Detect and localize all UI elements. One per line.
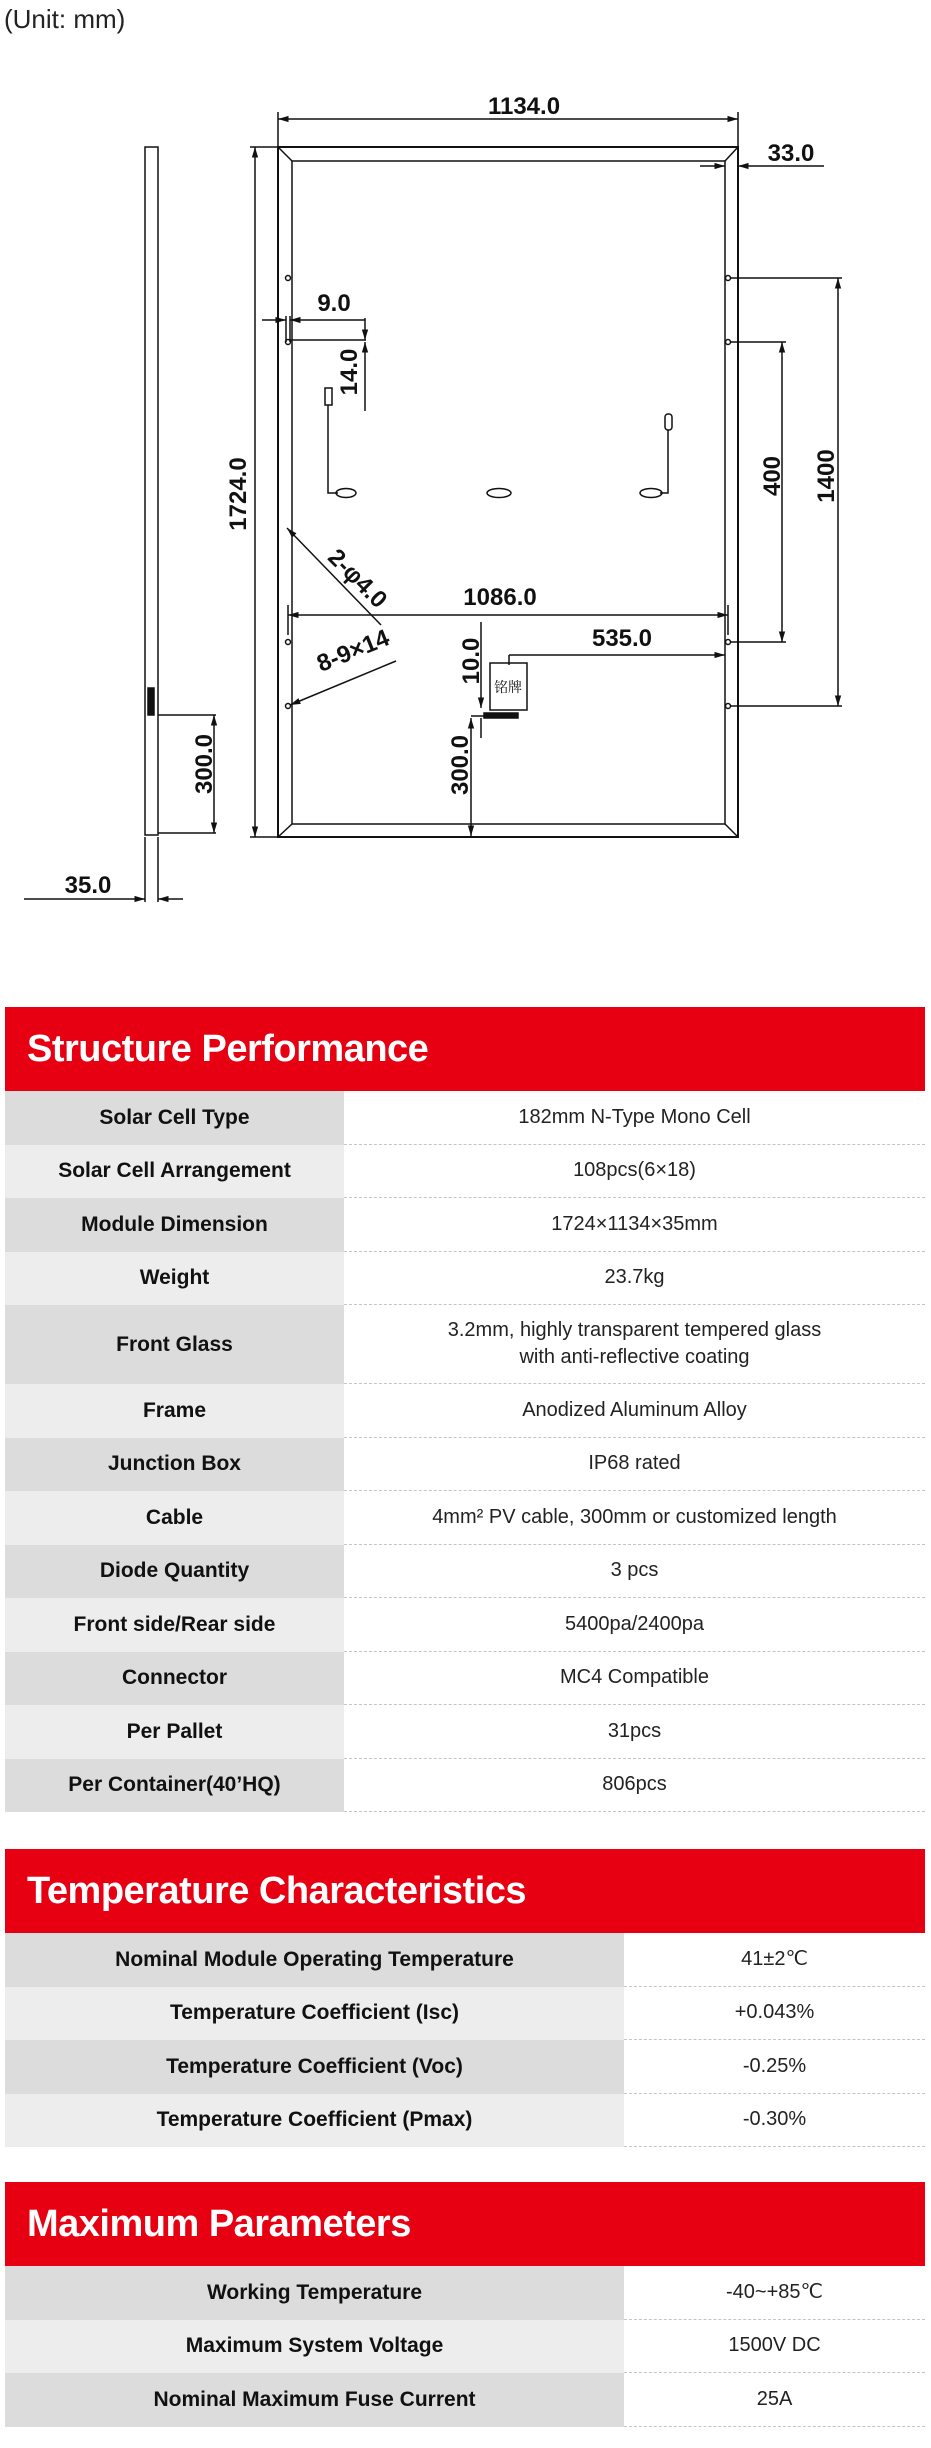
connector-left-icon xyxy=(325,388,332,405)
ground-holes-label: 2-φ4.0 xyxy=(322,543,393,614)
row-value xyxy=(344,1091,925,1145)
row-value-line: Anodized Aluminum Alloy xyxy=(522,1398,747,1421)
thickness-dimension: 35.0 xyxy=(64,872,112,899)
table-row xyxy=(5,1652,925,1706)
table-row xyxy=(5,1091,925,1145)
row-label: Connector xyxy=(5,1652,344,1706)
table-row xyxy=(5,1198,925,1252)
row-value-line: 3.2mm, highly transparent tempered glass xyxy=(447,1319,822,1341)
row-value xyxy=(624,2094,925,2148)
row-label: Per Pallet xyxy=(5,1705,344,1759)
table-row xyxy=(5,2373,925,2427)
row-label: Weight xyxy=(5,1252,344,1306)
row-value xyxy=(344,1252,925,1306)
maximum-parameters-table xyxy=(5,2182,925,2427)
nameplate-gap: 10.0 xyxy=(458,637,485,685)
row-value xyxy=(344,1198,925,1252)
row-label: Front Glass xyxy=(5,1305,344,1384)
table-row xyxy=(5,1491,925,1545)
row-label: Cable xyxy=(5,1491,344,1545)
panel-outer-frame xyxy=(278,147,738,837)
mount-spacing-inner: 400 xyxy=(759,455,786,497)
hole-offset-x: 9.0 xyxy=(317,290,351,317)
structure-performance-table xyxy=(5,1007,925,1812)
row-value-line: 23.7kg xyxy=(604,1266,665,1289)
table-row xyxy=(5,2320,925,2374)
row-value xyxy=(344,1384,925,1438)
row-value-line: 4mm² PV cable, 300mm or customized length xyxy=(432,1505,837,1528)
table-row xyxy=(5,1759,925,1813)
table-row xyxy=(5,2040,925,2094)
row-label: Nominal Maximum Fuse Current xyxy=(5,2373,624,2427)
connector-right-icon xyxy=(665,414,672,430)
row-value xyxy=(344,1545,925,1599)
cable-icon xyxy=(484,713,518,718)
table-row xyxy=(5,1598,925,1652)
row-value-line: 41±2℃ xyxy=(741,1947,808,1970)
row-label: Working Temperature xyxy=(5,2266,624,2320)
unit-label: (Unit: mm) xyxy=(4,4,126,34)
table-row xyxy=(5,1545,925,1599)
row-value-line: IP68 rated xyxy=(588,1452,681,1475)
row-value-line: -0.25% xyxy=(742,2054,807,2077)
row-label: Module Dimension xyxy=(5,1198,344,1252)
row-value xyxy=(624,2266,925,2320)
row-value-line: +0.043% xyxy=(734,2001,815,2024)
row-label: Temperature Coefficient (Isc) xyxy=(5,1987,624,2041)
row-value-line: 182mm N-Type Mono Cell xyxy=(518,1105,751,1128)
row-value xyxy=(344,1598,925,1652)
junction-box-left-icon xyxy=(336,489,356,498)
frame-dimension: 33.0 xyxy=(767,140,815,167)
row-value xyxy=(344,1705,925,1759)
row-value xyxy=(624,2373,925,2427)
section-title: Maximum Parameters xyxy=(5,2182,925,2266)
side-view-frame xyxy=(145,147,158,835)
row-value-line: with anti-reflective coating xyxy=(519,1346,750,1368)
table-row xyxy=(5,2266,925,2320)
row-label: Nominal Module Operating Temperature xyxy=(5,1933,624,1987)
hole-offset-y: 14.0 xyxy=(336,348,363,396)
row-value-line: -40~+85℃ xyxy=(726,2280,823,2303)
row-label: Solar Cell Type xyxy=(5,1091,344,1145)
table-row xyxy=(5,1305,925,1384)
section-title: Temperature Characteristics xyxy=(5,1849,925,1933)
row-value-line: 5400pa/2400pa xyxy=(564,1612,705,1635)
cable-length-front: 300.0 xyxy=(447,734,474,796)
row-value-line: -0.30% xyxy=(742,2108,807,2131)
row-value-line: 108pcs(6×18) xyxy=(573,1159,696,1182)
cable-length-side: 300.0 xyxy=(191,733,218,795)
junction-box-right-icon xyxy=(640,489,662,498)
hole-span: 1086.0 xyxy=(463,584,537,611)
row-value-line: 1500V DC xyxy=(728,2334,821,2357)
row-value-line: 25A xyxy=(756,2387,793,2410)
row-value xyxy=(624,1933,925,1987)
table-row xyxy=(5,1987,925,2041)
height-dimension: 1724.0 xyxy=(225,457,252,531)
table-row xyxy=(5,1145,925,1199)
row-label: Frame xyxy=(5,1384,344,1438)
row-label: Front side/Rear side xyxy=(5,1598,344,1652)
row-value-line: MC4 Compatible xyxy=(560,1666,709,1689)
row-value xyxy=(624,2040,925,2094)
row-value xyxy=(344,1759,925,1813)
row-value xyxy=(624,2320,925,2374)
nameplate-label: 铭牌 xyxy=(494,679,522,695)
section-title: Structure Performance xyxy=(5,1007,925,1091)
row-label: Diode Quantity xyxy=(5,1545,344,1599)
row-value xyxy=(624,1987,925,2041)
row-label: Temperature Coefficient (Pmax) xyxy=(5,2094,624,2148)
module-dimension-drawing xyxy=(0,0,931,960)
row-value-line: 1724×1134×35mm xyxy=(551,1212,718,1235)
width-dimension: 1134.0 xyxy=(487,93,561,120)
row-label: Junction Box xyxy=(5,1438,344,1492)
mount-holes-label: 8-9×14 xyxy=(313,624,394,678)
table-row xyxy=(5,2094,925,2148)
row-value xyxy=(344,1145,925,1199)
row-value-line: 806pcs xyxy=(602,1773,667,1796)
table-row xyxy=(5,1438,925,1492)
table-row xyxy=(5,1384,925,1438)
mount-spacing-outer: 1400 xyxy=(813,449,840,503)
row-value xyxy=(344,1652,925,1706)
row-value-line: 3 pcs xyxy=(610,1559,659,1582)
row-value xyxy=(344,1305,925,1384)
junction-box-center-icon xyxy=(487,489,511,498)
row-value xyxy=(344,1438,925,1492)
row-label: Temperature Coefficient (Voc) xyxy=(5,2040,624,2094)
temperature-characteristics-table xyxy=(5,1849,925,2147)
table-row xyxy=(5,1705,925,1759)
row-label: Per Container(40’HQ) xyxy=(5,1759,344,1813)
row-label: Maximum System Voltage xyxy=(5,2320,624,2374)
nameplate-offset: 535.0 xyxy=(591,625,653,652)
row-value xyxy=(344,1491,925,1545)
table-row xyxy=(5,1252,925,1306)
side-junction-box xyxy=(148,688,154,715)
row-value-line: 31pcs xyxy=(607,1719,662,1742)
row-label: Solar Cell Arrangement xyxy=(5,1145,344,1199)
table-row xyxy=(5,1933,925,1987)
